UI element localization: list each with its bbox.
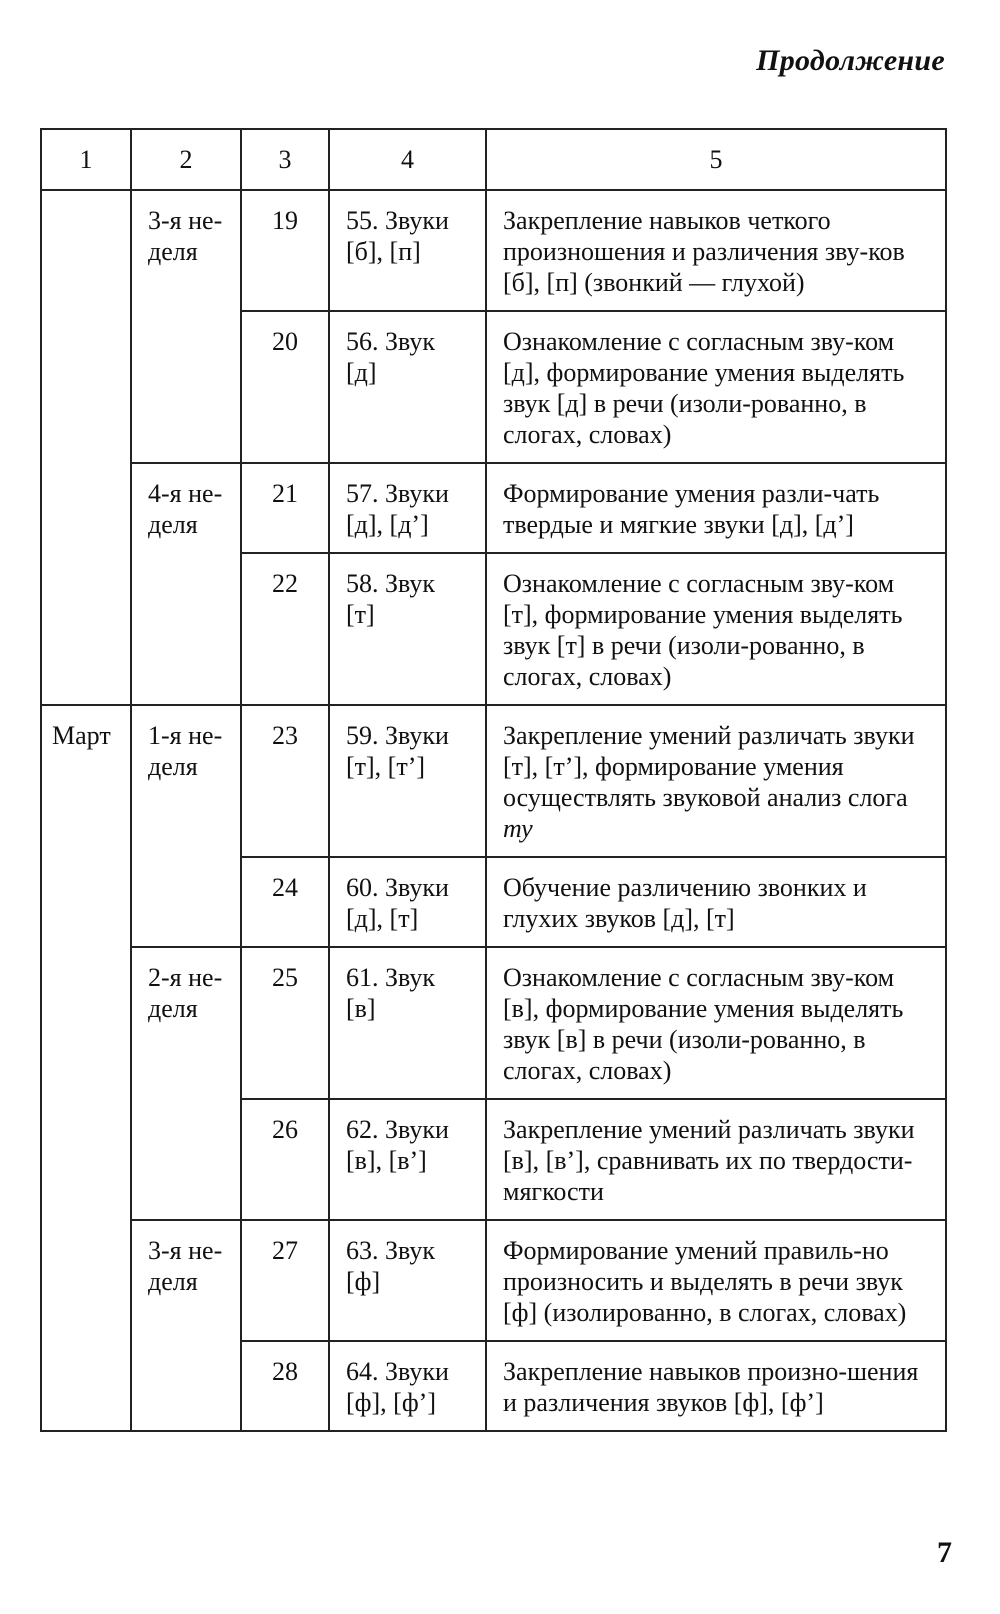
- lesson-topic: 63. Звук [ф]: [329, 1220, 486, 1341]
- lesson-topic: 59. Звуки [т], [т’]: [329, 705, 486, 857]
- table-row: [41, 947, 946, 1099]
- lesson-content: [486, 1220, 946, 1341]
- lesson-content-text: Закрепление умений различать звуки [в], [в’], сравнивать их по твердости-мягкости: [503, 1115, 915, 1206]
- lesson-content-text: Закрепление навыков четкого произношения и различения зву-ков [б], [п] (звонкий — глухой): [503, 206, 905, 297]
- lesson-topic: 58. Звук [т]: [329, 553, 486, 705]
- lesson-topic: 57. Звуки [д], [д’]: [329, 463, 486, 553]
- table-row: [41, 1220, 946, 1341]
- lesson-topic: 61. Звук [в]: [329, 947, 486, 1099]
- month-cell: Март: [41, 705, 131, 1431]
- lesson-content-text: Формирование умений правиль-но произносить и выделять в речи звук [ф] (изолированно, в слогах, словах): [503, 1236, 907, 1327]
- week-cell: 2-я не- деля: [131, 947, 241, 1220]
- lesson-number: 28: [241, 1341, 329, 1431]
- lesson-content: [486, 1341, 946, 1431]
- lesson-plan-body: [41, 129, 946, 1431]
- lesson-content-text: Ознакомление с согласным зву-ком [в], формирование умения выделять звук [в] в речи (изоли-рованно, в слогах, словах): [503, 963, 904, 1085]
- lesson-number: 23: [241, 705, 329, 857]
- lesson-content-text: Формирование умения разли-чать твердые и мягкие звуки [д], [д’]: [503, 479, 880, 539]
- continuation-label: Продолжение: [756, 44, 945, 77]
- lesson-content: [486, 463, 946, 553]
- lesson-content: [486, 947, 946, 1099]
- lesson-content: [486, 190, 946, 311]
- lesson-topic: 60. Звуки [д], [т]: [329, 857, 486, 947]
- column-header: 5: [486, 129, 946, 190]
- column-header: 3: [241, 129, 329, 190]
- week-cell: 4-я не- деля: [131, 463, 241, 705]
- week-cell: 1-я не- деля: [131, 705, 241, 947]
- lesson-number: 19: [241, 190, 329, 311]
- column-header: 4: [329, 129, 486, 190]
- lesson-content-text: Закрепление умений различать звуки [т], [т’], формирование умения осуществлять звуковой анализ слога: [503, 721, 915, 812]
- lesson-topic: 62. Звуки [в], [в’]: [329, 1099, 486, 1220]
- lesson-content-text: Ознакомление с согласным зву-ком [д], формирование умения выделять звук [д] в речи (изоли-рованно, в слогах, словах): [503, 327, 905, 449]
- lesson-topic: 56. Звук [д]: [329, 311, 486, 463]
- lesson-content-text: Обучение различению звонких и глухих звуков [д], [т]: [503, 873, 867, 933]
- column-header: 1: [41, 129, 131, 190]
- page-number: 7: [937, 1536, 952, 1569]
- table-row: [41, 463, 946, 553]
- lesson-content-text: Закрепление навыков произно-шения и различения звуков [ф], [ф’]: [503, 1357, 919, 1417]
- month-cell: [41, 190, 131, 705]
- lesson-content: [486, 311, 946, 463]
- lesson-content-text: Ознакомление с согласным зву-ком [т], формирование умения выделять звук [т] в речи (изоли-рованно, в слогах, словах): [503, 569, 903, 691]
- lesson-number: 22: [241, 553, 329, 705]
- lesson-plan-table: [40, 128, 947, 1432]
- lesson-content: [486, 857, 946, 947]
- table-row: [41, 705, 946, 857]
- column-header: 2: [131, 129, 241, 190]
- table-header-row: [41, 129, 946, 190]
- lesson-content: [486, 1099, 946, 1220]
- lesson-content: [486, 705, 946, 857]
- week-cell: 3-я не- деля: [131, 190, 241, 463]
- lesson-number: 24: [241, 857, 329, 947]
- lesson-number: 25: [241, 947, 329, 1099]
- lesson-topic: 64. Звуки [ф], [ф’]: [329, 1341, 486, 1431]
- lesson-topic: 55. Звуки [б], [п]: [329, 190, 486, 311]
- lesson-number: 21: [241, 463, 329, 553]
- week-cell: 3-я не- деля: [131, 1220, 241, 1431]
- lesson-content-italic: ту: [503, 814, 533, 843]
- lesson-number: 20: [241, 311, 329, 463]
- lesson-number: 26: [241, 1099, 329, 1220]
- table-row: [41, 190, 946, 311]
- lesson-number: 27: [241, 1220, 329, 1341]
- lesson-content: [486, 553, 946, 705]
